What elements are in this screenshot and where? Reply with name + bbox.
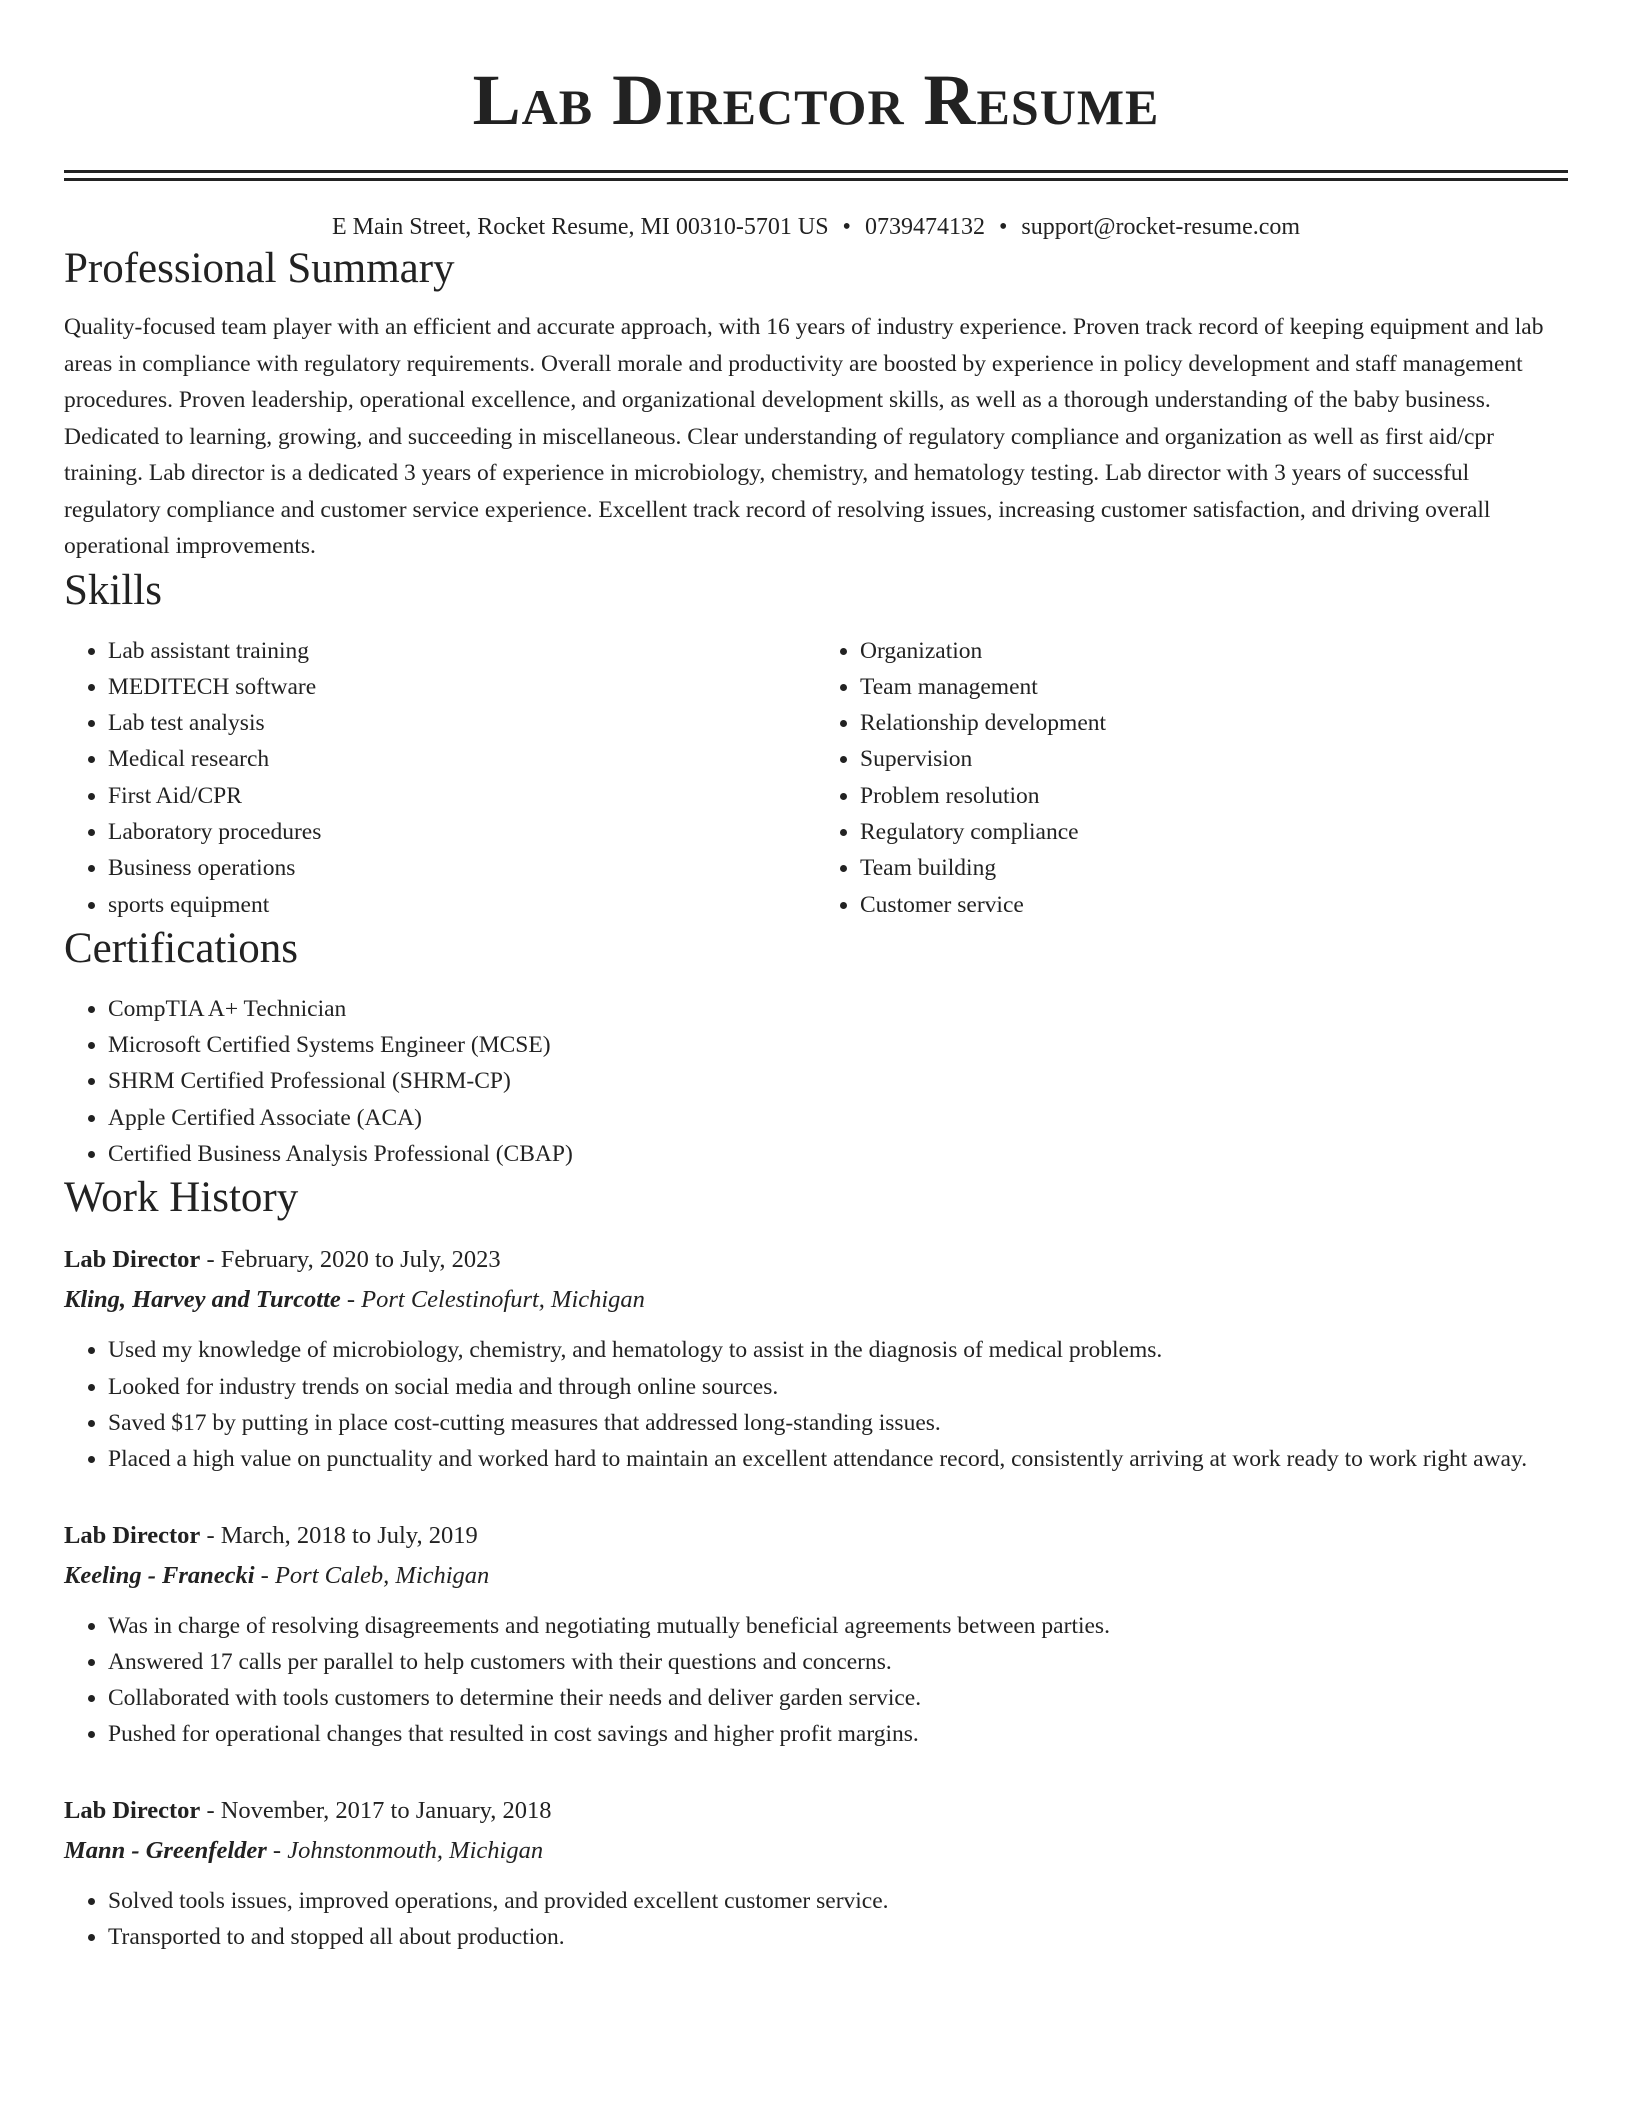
job-bullet: • Used my knowledge of microbiology, chemistry, and hematology to assist in the diagnosis of medical problems. — [108, 1332, 1568, 1368]
job-bullets — [64, 1883, 1568, 1956]
job-dates: - March, 2018 to July, 2019 — [200, 1521, 478, 1549]
job-company: Mann - Greenfelder — [64, 1836, 267, 1864]
job-company-line — [64, 1280, 1568, 1320]
certification-item: • Apple Certified Associate (ACA) — [108, 1100, 1568, 1136]
job-bullet: • Was in charge of resolving disagreements and negotiating mutually beneficial agreements between parties. — [108, 1608, 1568, 1644]
job-bullet: • Saved $17 by putting in place cost-cutting measures that addressed long-standing issues. — [108, 1405, 1568, 1441]
contact-separator: • — [998, 214, 1008, 240]
skill-item: • Regulatory compliance — [860, 814, 1568, 850]
skill-item: • Medical research — [108, 741, 816, 777]
job-title: Lab Director — [64, 1246, 201, 1274]
skill-item: • Lab test analysis — [108, 705, 816, 741]
job-dates: - February, 2020 to July, 2023 — [200, 1246, 501, 1274]
skills-list-right — [816, 633, 1568, 923]
skill-item: • sports equipment — [108, 887, 816, 923]
skill-item: • Business operations — [108, 850, 816, 886]
job-bullet: • Solved tools issues, improved operations, and provided excellent customer service. — [108, 1883, 1568, 1919]
job-entry — [64, 1516, 1568, 1753]
job-location: - Port Caleb, Michigan — [254, 1561, 490, 1589]
job-title-line — [64, 1791, 1568, 1831]
job-location: - Johnstonmouth, Michigan — [266, 1836, 544, 1864]
job-dates: - November, 2017 to January, 2018 — [200, 1796, 552, 1824]
skill-item: • Relationship development — [860, 705, 1568, 741]
job-bullet: • Placed a high value on punctuality and worked hard to maintain an excellent attendance record, consistently arriving at work ready to work right away. — [108, 1441, 1568, 1477]
work-history-heading: Work History — [64, 1174, 299, 1222]
job-bullet: • Pushed for operational changes that resulted in cost savings and higher profit margins. — [108, 1716, 1568, 1752]
skill-item: • Lab assistant training — [108, 633, 816, 669]
job-company: Kling, Harvey and Turcotte — [64, 1286, 341, 1314]
skill-item: • Organization — [860, 633, 1568, 669]
skill-item: • Customer service — [860, 887, 1568, 923]
certification-item: • SHRM Certified Professional (SHRM-CP) — [108, 1063, 1568, 1099]
job-title: Lab Director — [64, 1521, 201, 1549]
work-history-list — [64, 1240, 1568, 1955]
resume-title: Lab Director Resume — [472, 60, 1160, 140]
contact-line — [64, 211, 1568, 243]
skill-item: • Laboratory procedures — [108, 814, 816, 850]
contact-address: E Main Street, Rocket Resume, MI 00310-5701 US — [331, 214, 829, 240]
job-bullet: • Looked for industry trends on social media and through online sources. — [108, 1369, 1568, 1405]
certifications-list — [64, 991, 1568, 1172]
job-bullet: • Collaborated with tools customers to determine their needs and deliver garden service. — [108, 1680, 1568, 1716]
job-title-line — [64, 1240, 1568, 1280]
certification-item: • Certified Business Analysis Professional (CBAP) — [108, 1136, 1568, 1172]
summary-heading: Professional Summary — [64, 245, 455, 292]
skill-item: • MEDITECH software — [108, 669, 816, 705]
job-bullets — [64, 1332, 1568, 1477]
contact-phone: 0739474132 — [864, 214, 985, 240]
job-location: - Port Celestinofurt, Michigan — [340, 1286, 645, 1314]
job-company-line — [64, 1831, 1568, 1871]
job-bullets — [64, 1608, 1568, 1753]
job-title-line — [64, 1516, 1568, 1556]
job-company-line — [64, 1556, 1568, 1596]
contact-email[interactable]: support@rocket-resume.com — [1021, 214, 1301, 240]
job-entry — [64, 1240, 1568, 1477]
job-entry — [64, 1791, 1568, 1956]
title-divider — [64, 170, 1568, 181]
skills-heading: Skills — [64, 566, 162, 614]
skills-list-left — [64, 633, 816, 923]
certification-item: • CompTIA A+ Technician — [108, 991, 1568, 1027]
skill-item: • Problem resolution — [860, 778, 1568, 814]
contact-separator: • — [842, 214, 851, 240]
job-company: Keeling - Franecki — [64, 1561, 255, 1589]
skill-item: • Supervision — [860, 741, 1568, 777]
certifications-heading: Certifications — [64, 924, 299, 972]
job-bullet: • Answered 17 calls per parallel to help customers with their questions and concerns. — [108, 1644, 1568, 1680]
skill-item: • First Aid/CPR — [108, 778, 816, 814]
skills-columns — [64, 633, 1568, 923]
summary-text: Quality-focused team player with an efficient and accurate approach, with 16 years of industry experience. Proven track record of keeping equipment and lab areas in compliance with regulatory requirements. Overall morale and productivity are boosted by experience in policy development and staff management procedures. Proven leadership, operational excellence, and organizational development skills, as well as a thorough understanding of the baby business. Dedicated to learning, growing, and succeeding in miscellaneous. Clear understanding of regulatory compliance and organization as well as first aid/cpr training. Lab director is a dedicated 3 years of experience in microbiology, chemistry, and hematology testing. Lab director with 3 years of successful regulatory compliance and customer service experience. Excellent track record of resolving issues, increasing customer satisfaction, and driving overall operational improvements. — [64, 314, 1544, 559]
job-title: Lab Director — [64, 1796, 201, 1824]
job-bullet: • Transported to and stopped all about production. — [108, 1919, 1568, 1955]
certification-item: • Microsoft Certified Systems Engineer (MCSE) — [108, 1027, 1568, 1063]
skill-item: • Team management — [860, 669, 1568, 705]
skill-item: • Team building — [860, 850, 1568, 886]
